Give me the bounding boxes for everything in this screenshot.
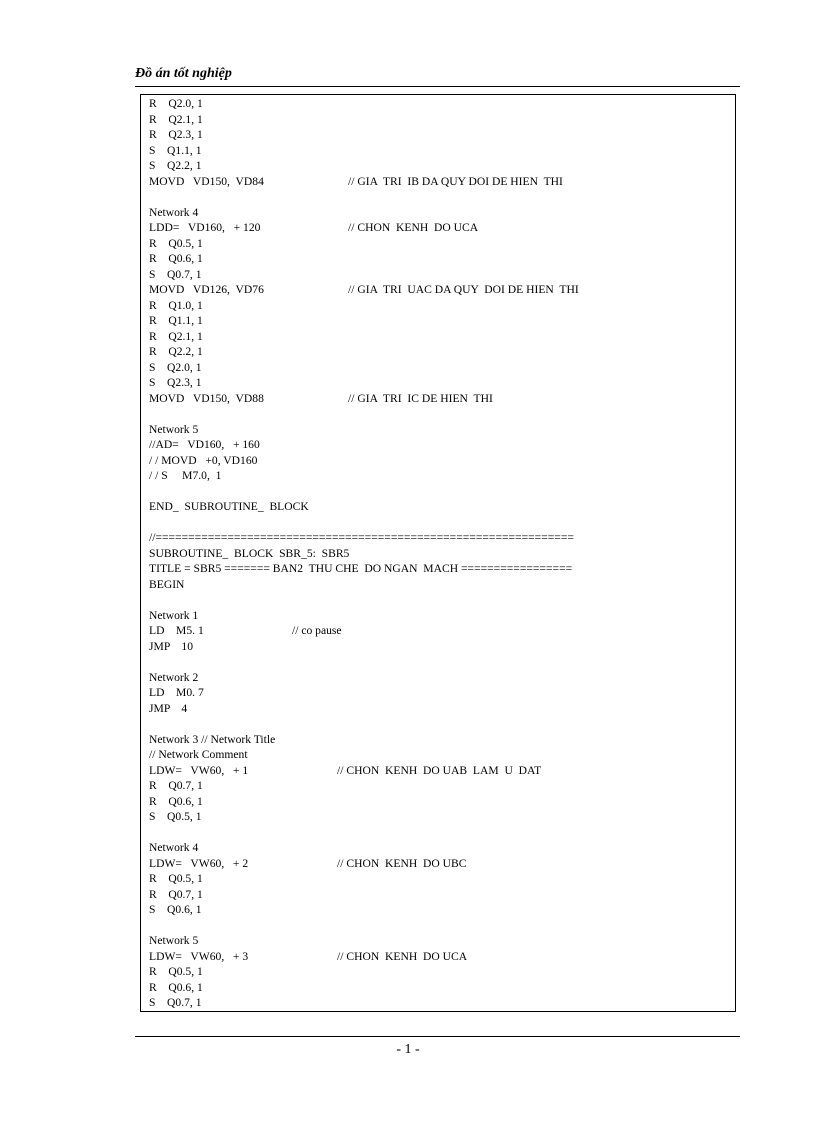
- code-statement: S Q2.2, 1: [149, 159, 202, 172]
- code-line: [149, 639, 729, 655]
- code-comment: // CHON KENH DO UCA: [337, 949, 468, 963]
- code-statement: S Q0.5, 1: [149, 810, 202, 823]
- code-line: [149, 251, 729, 267]
- code-line: [149, 484, 729, 500]
- code-statement: Network 4: [149, 205, 199, 219]
- code-line: [149, 375, 729, 391]
- code-line: [149, 856, 729, 872]
- code-statement: LDW= VW60, + 2: [149, 856, 249, 870]
- code-line: [149, 143, 729, 159]
- code-statement: MOVD VD126, VD76: [149, 283, 264, 296]
- code-statement: Network 5: [149, 934, 199, 947]
- code-line: [149, 654, 729, 670]
- code-line: [149, 592, 729, 608]
- code-statement: R Q2.2, 1: [149, 345, 203, 358]
- code-line: [149, 778, 729, 794]
- code-statement: MOVD VD150, VD84: [149, 174, 264, 188]
- code-statement: R Q0.7, 1: [149, 779, 203, 792]
- header-rule: [135, 86, 740, 87]
- code-listing: [149, 96, 729, 1011]
- code-line: [149, 530, 729, 546]
- code-comment: // GIA TRI IB DA QUY DOI DE HIEN THI: [348, 174, 563, 188]
- code-statement: R Q0.5, 1: [149, 872, 203, 885]
- code-statement: Network 2: [149, 670, 199, 684]
- header-title: Đồ án tốt nghiệp: [135, 66, 232, 81]
- code-statement: R Q0.5, 1: [149, 236, 203, 250]
- code-line: [149, 127, 729, 143]
- code-line: [149, 608, 729, 624]
- code-line: [149, 747, 729, 763]
- code-statement: TITLE = SBR5 ======= BAN2 THU CHE DO NGAN MACH =================: [149, 562, 573, 575]
- code-line: [149, 174, 729, 190]
- code-line: [149, 887, 729, 903]
- code-statement: BEGIN: [149, 577, 185, 591]
- code-statement: S Q2.0, 1: [149, 360, 202, 374]
- code-line: [149, 685, 729, 701]
- code-line: [149, 794, 729, 810]
- code-line: [149, 964, 729, 980]
- code-statement: S Q2.3, 1: [149, 376, 202, 389]
- code-statement: Network 5: [149, 422, 199, 436]
- code-line: [149, 453, 729, 469]
- code-line: [149, 515, 729, 531]
- code-line: [149, 344, 729, 360]
- code-statement: R Q2.1, 1: [149, 329, 203, 343]
- code-statement: / / MOVD +0, VD160: [149, 453, 258, 467]
- code-line: [149, 158, 729, 174]
- code-line: [149, 670, 729, 686]
- code-line: [149, 406, 729, 422]
- code-statement: JMP 4: [149, 701, 188, 715]
- code-statement: LDW= VW60, + 1: [149, 763, 249, 777]
- code-line: [149, 949, 729, 965]
- code-line: [149, 282, 729, 298]
- code-line: [149, 809, 729, 825]
- code-line: [149, 205, 729, 221]
- code-comment: // CHON KENH DO UAB LAM U DAT: [337, 763, 542, 777]
- code-line: [149, 716, 729, 732]
- code-line: [149, 468, 729, 484]
- code-line: [149, 112, 729, 128]
- code-line: [149, 623, 729, 639]
- code-line: [149, 871, 729, 887]
- code-line: [149, 360, 729, 376]
- code-line: [149, 391, 729, 407]
- code-comment: // CHON KENH DO UBC: [337, 856, 467, 870]
- code-line: [149, 499, 729, 515]
- code-comment: // GIA TRI UAC DA QUY DOI DE HIEN THI: [348, 283, 579, 296]
- code-statement: Network 3 // Network Title: [149, 732, 276, 746]
- code-statement: R Q0.6, 1: [149, 980, 203, 994]
- code-line: [149, 825, 729, 841]
- code-statement: S Q0.6, 1: [149, 903, 202, 916]
- code-statement: SUBROUTINE_ BLOCK SBR_5: SBR5: [149, 546, 350, 560]
- code-line: [149, 546, 729, 562]
- code-statement: LDW= VW60, + 3: [149, 949, 249, 963]
- code-line: [149, 918, 729, 934]
- code-statement: S Q1.1, 1: [149, 143, 202, 157]
- code-line: [149, 313, 729, 329]
- code-statement: Network 1: [149, 608, 199, 622]
- code-line: [149, 577, 729, 593]
- code-line: [149, 236, 729, 252]
- code-line: [149, 561, 729, 577]
- code-statement: / / S M7.0, 1: [149, 469, 222, 482]
- code-line: [149, 329, 729, 345]
- code-statement: LD M5. 1: [149, 624, 204, 637]
- code-statement: // Network Comment: [149, 748, 248, 761]
- code-statement: R Q0.5, 1: [149, 965, 203, 978]
- page-number: - 1 -: [396, 1042, 420, 1057]
- code-line: [149, 437, 729, 453]
- code-line: [149, 220, 729, 236]
- code-statement: JMP 10: [149, 639, 194, 653]
- code-line: [149, 933, 729, 949]
- code-line: [149, 96, 729, 112]
- code-line: [149, 189, 729, 205]
- code-comment: // co pause: [292, 624, 342, 637]
- code-statement: R Q2.3, 1: [149, 128, 203, 141]
- code-comment: // GIA TRI IC DE HIEN THI: [348, 391, 493, 405]
- code-statement: R Q0.6, 1: [149, 252, 203, 265]
- code-line: [149, 267, 729, 283]
- code-statement: R Q2.1, 1: [149, 112, 203, 126]
- code-statement: //AD= VD160, + 160: [149, 438, 260, 451]
- code-statement: //================================================================: [149, 531, 574, 544]
- footer-rule: [135, 1036, 740, 1037]
- code-line: [149, 995, 729, 1011]
- code-statement: END_ SUBROUTINE_ BLOCK: [149, 500, 309, 513]
- code-line: [149, 701, 729, 717]
- code-statement: Network 4: [149, 841, 199, 854]
- code-statement: S Q0.7, 1: [149, 996, 202, 1009]
- code-line: [149, 902, 729, 918]
- code-statement: R Q1.1, 1: [149, 314, 203, 327]
- code-line: [149, 422, 729, 438]
- code-line: [149, 298, 729, 314]
- code-statement: R Q2.0, 1: [149, 97, 203, 110]
- code-line: [149, 732, 729, 748]
- code-statement: R Q0.7, 1: [149, 887, 203, 901]
- code-frame: [140, 94, 736, 1012]
- code-statement: LD M0. 7: [149, 686, 204, 699]
- code-statement: R Q0.6, 1: [149, 794, 203, 808]
- code-line: [149, 763, 729, 779]
- code-statement: MOVD VD150, VD88: [149, 391, 264, 405]
- code-line: [149, 840, 729, 856]
- code-statement: LDD= VD160, + 120: [149, 221, 261, 234]
- code-statement: R Q1.0, 1: [149, 298, 203, 312]
- code-line: [149, 980, 729, 996]
- code-statement: S Q0.7, 1: [149, 267, 202, 281]
- code-comment: // CHON KENH DO UCA: [348, 221, 479, 234]
